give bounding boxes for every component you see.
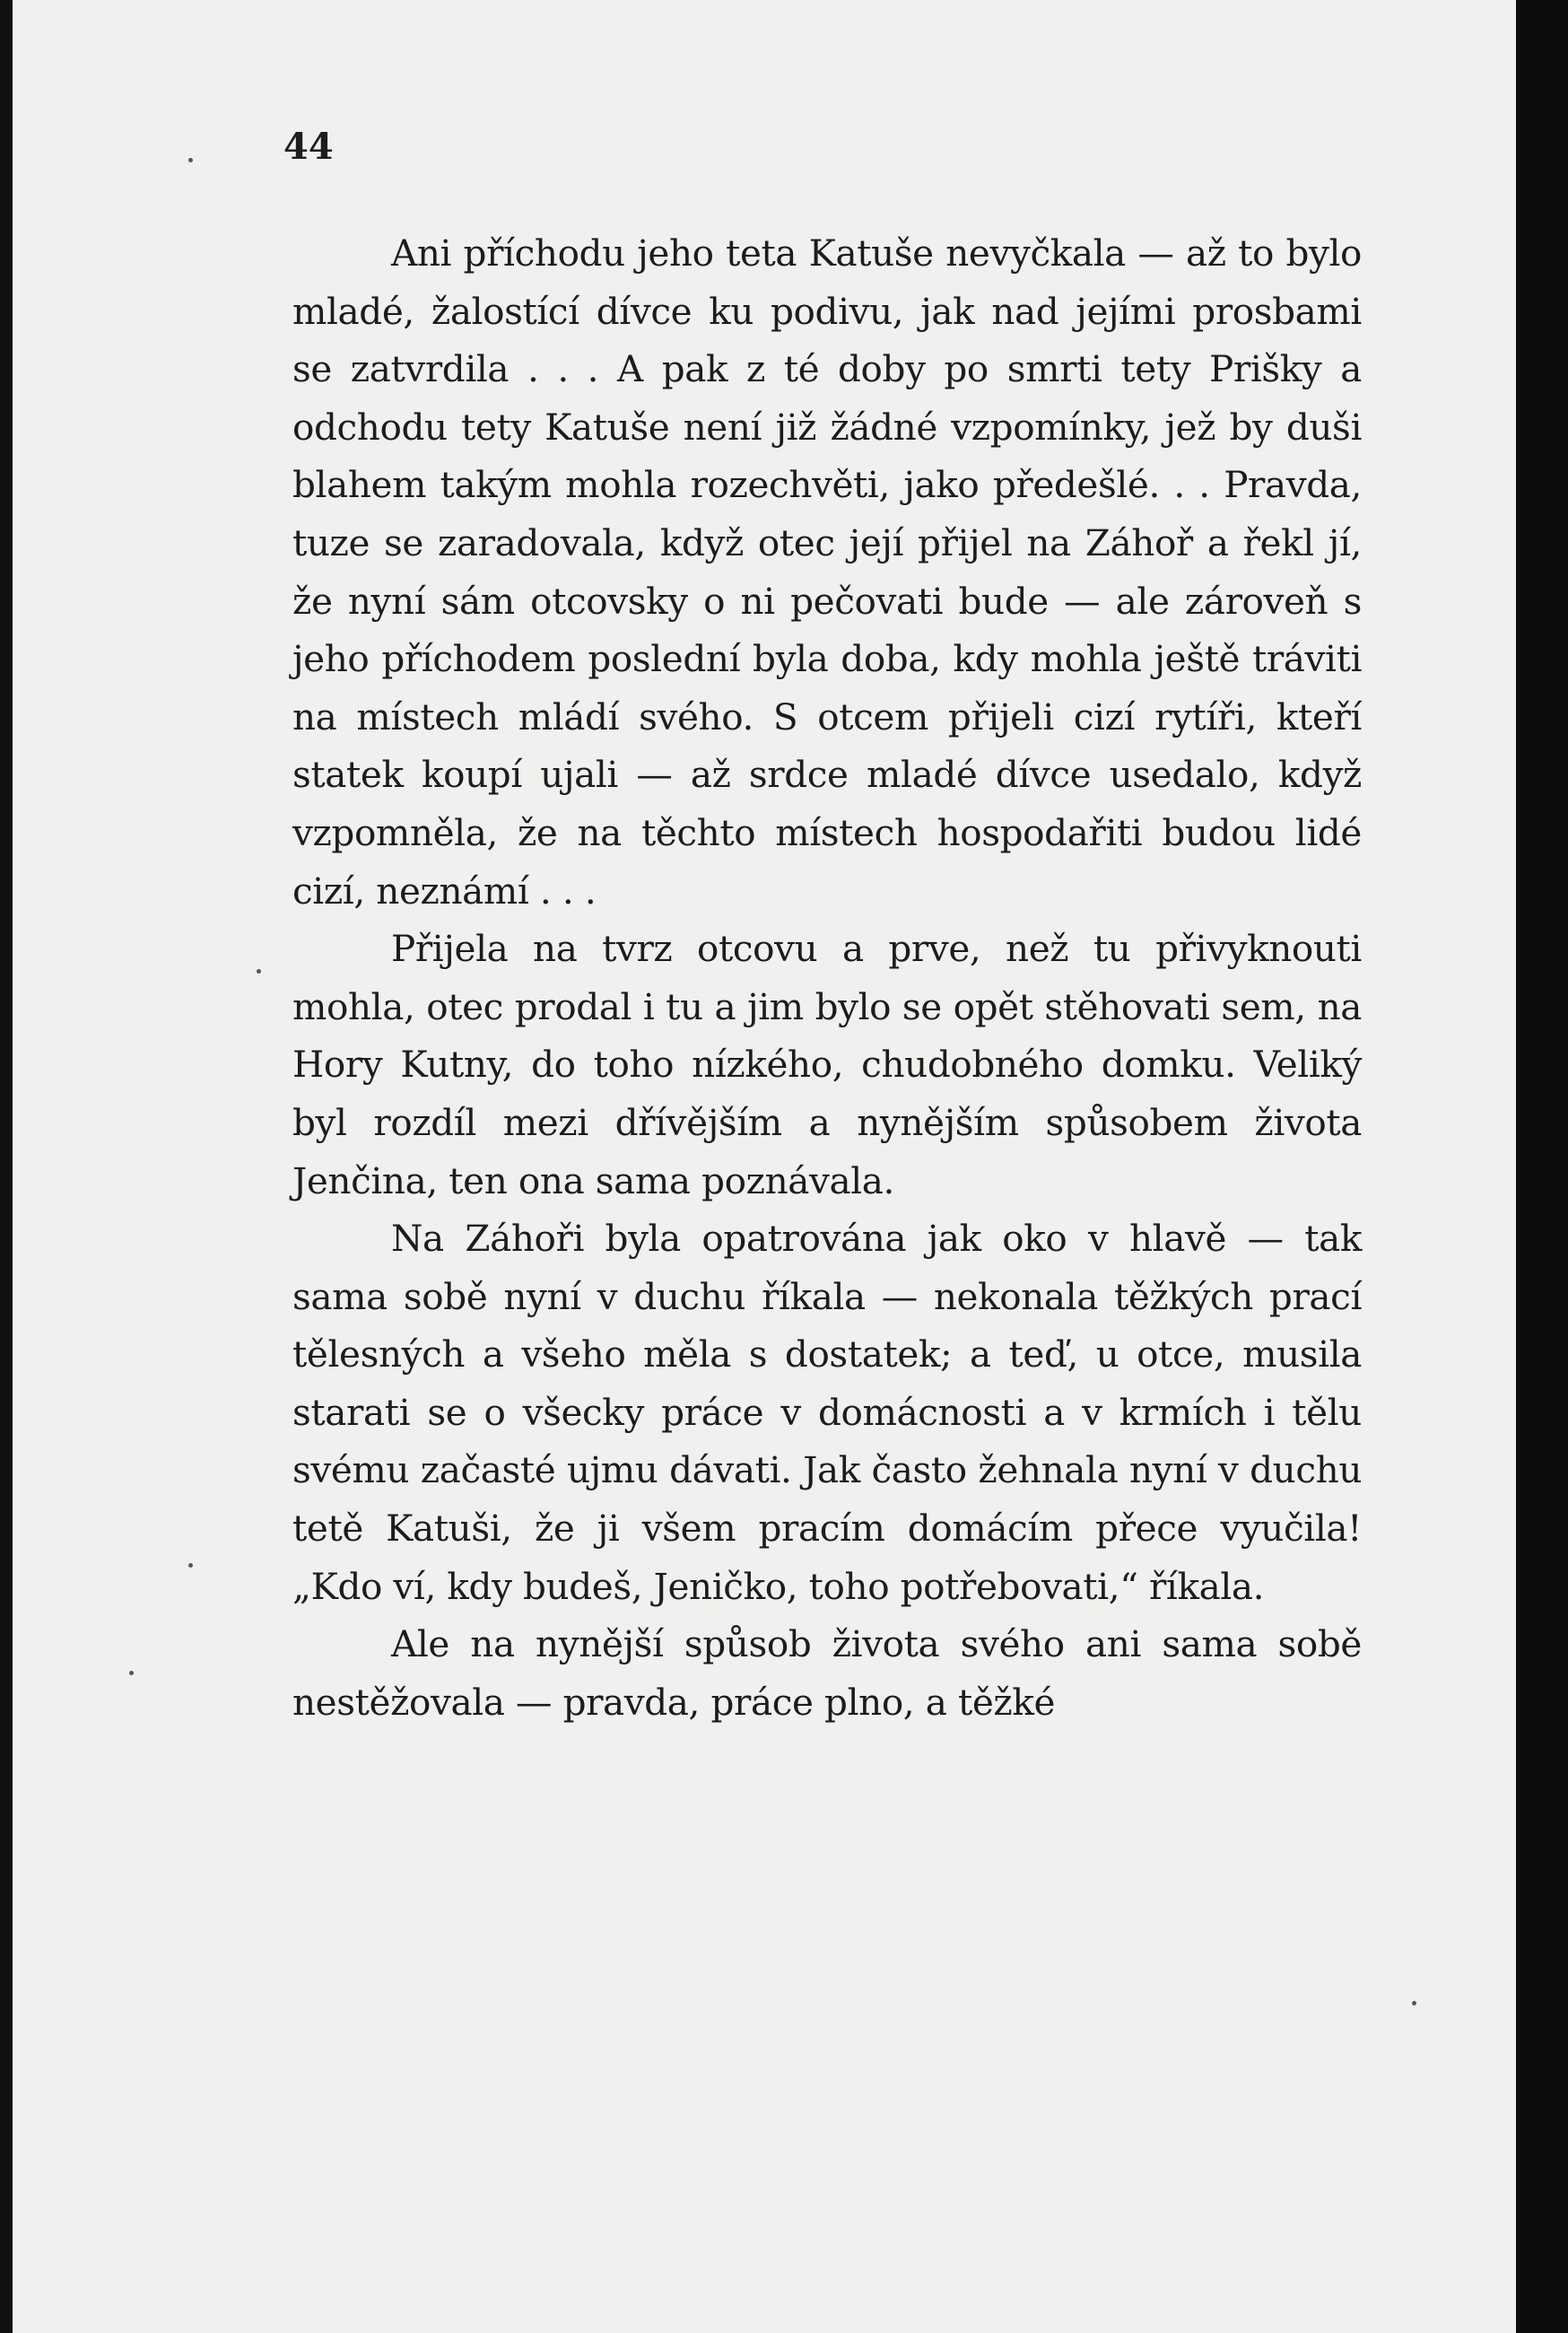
scan-border-right — [1516, 0, 1568, 2333]
paragraph-3: Na Záhoři byla opatrována jak oko v hlavě — tak sama sobě nyní v duchu říkala — nekonala těžkých prací tělesných a všeho měla s dostatek; a teď, u otce, musila starati se o všecky práce v domácnosti a v krmích i tělu svému začasté ujmu dávati. Jak často žehnala nyní v duchu tetě Katuši, že ji všem pracím domácím přece vyučila! „Kdo ví, kdy budeš, Jeničko, toho potřebovati,“ říkala. — [292, 1217, 1362, 1608]
scan-speck — [129, 1671, 134, 1675]
paragraph-4: Ale na nynější spůsob života svého ani sama sobě nestěžovala — pravda, práce plno, a těžké — [292, 1622, 1362, 1724]
scan-speck — [257, 969, 261, 974]
page-number: 44 — [283, 126, 334, 168]
book-page — [13, 0, 1516, 2333]
scan-speck — [188, 1563, 193, 1568]
scan-border-left — [0, 0, 13, 2333]
paragraph-2: Přijela na tvrz otcovu a prve, než tu přivyknouti mohla, otec prodal i tu a jim bylo se opět stěhovati sem, na Hory Kutny, do toho nízkého, chudobného domku. Veliký byl rozdíl mezi dřívějším a nynějším spůsobem života Jenčina, ten ona sama poznávala. — [292, 927, 1362, 1202]
paragraph-1: Ani příchodu jeho teta Katuše nevyčkala — až to bylo mladé, žalostící dívce ku podivu, jak nad jejími prosbami se zatvrdila . . . A pak z té doby po smrti tety Prišky a odchodu tety Katuše není již žádné vzpomínky, jež by duši blahem takým mohla rozechvěti, jako předešlé. . . Pravda, tuze se zaradovala, když otec její přijel na Záhoř a řekl jí, že nyní sám otcovsky o ni pečovati bude — ale zároveň s jeho příchodem poslední byla doba, kdy mohla ještě tráviti na místech mládí svého. S otcem přijeli cizí rytíři, kteří statek koupí ujali — až srdce mladé dívce usedalo, když vzpomněla, že na těchto místech hospodařiti budou lidé cizí, neznámí . . . — [292, 232, 1362, 913]
scan-speck — [188, 158, 193, 162]
body-text — [292, 224, 1362, 1731]
scan-speck — [1412, 2001, 1416, 2005]
